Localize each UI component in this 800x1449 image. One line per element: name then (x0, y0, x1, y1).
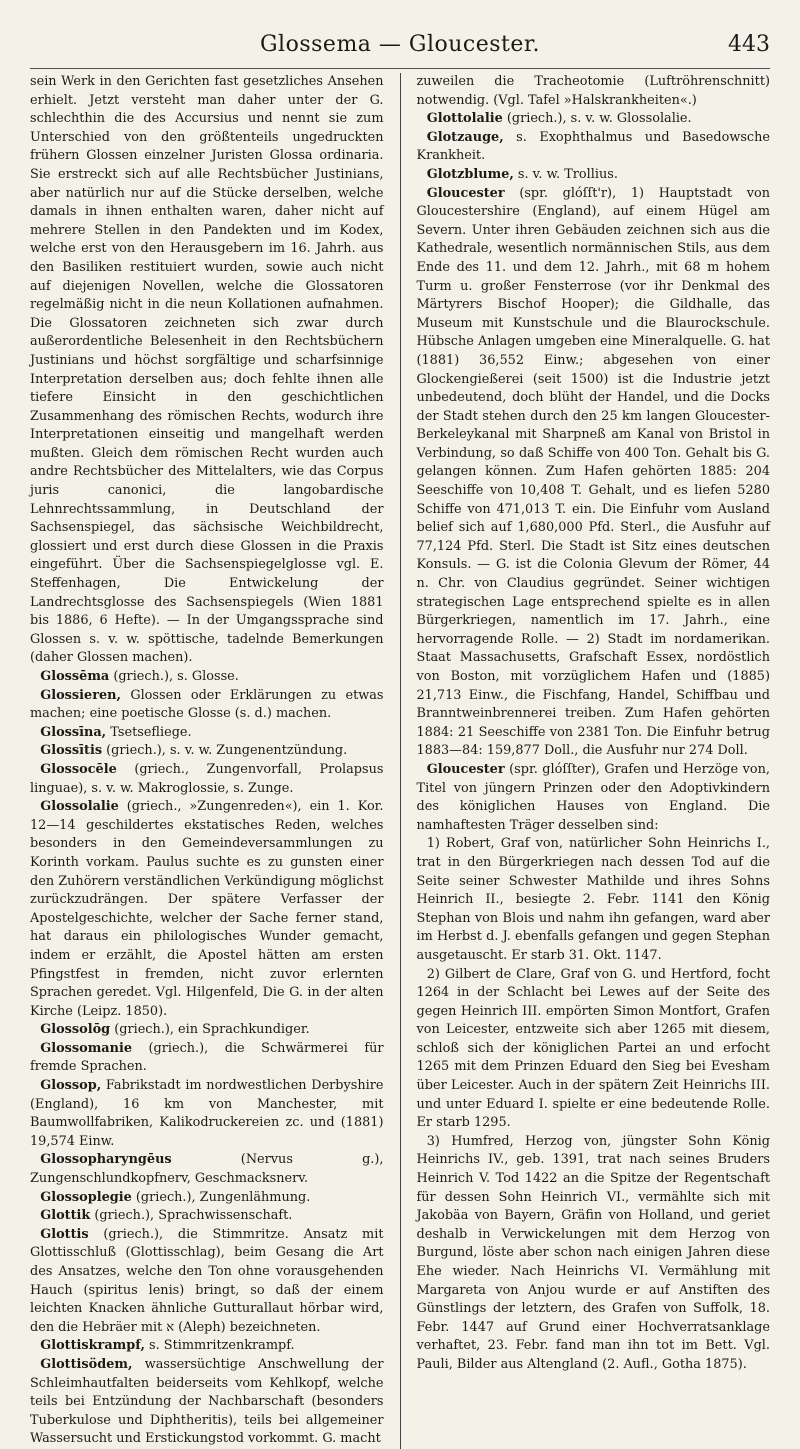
entry-text: (spr. glóſſt'r), 1) Hauptstadt von Gloucestershire (England), auf einem Hügel am Severn. Unter ihren Gebäuden zeichnen sich aus die Kathedrale, wesentlich normännischen Stils, aus dem Ende des 11. und dem 12. Jahrh., mit 68 m hohem Turm u. großer Fensterrose (vor ihr Denkmal des Märtyrers Bischof Hooper); die Gildhalle, das Museum mit Kunstschule und die Blaurockschule. Hübsche Anlagen umgeben eine Mineralquelle. G. hat (1881) 36,552 Einw.; abgesehen von einer Glockengießerei (seit 1500) ist die Industrie jetzt unbedeutend, doch blüht der Handel, und die Docks der Stadt stehen durch den 25 km langen Gloucester-Berkeleykanal mit Sharpneß am Kanal von Bristol in Verbindung, so daß Schiffe von 400 Ton. Gehalt bis G. gelangen können. Zum Hafen gehörten 1885: 204 Seeschiffe von 10,408 T. Gehalt, und es liefen 5280 Schiffe von 471,013 T. ein. Die Einfuhr vom Ausland belief sich auf 1,680,000 Pfd. Sterl., die Ausfuhr auf 77,124 Pfd. Sterl. Die Stadt ist Sitz eines deutschen Konsuls. — G. ist die Colonia Glevum der Römer, 44 n. Chr. von Claudius gegründet. Seiner wichtigen strategischen Lage entsprechend spielte es in allen Bürgerkriegen, namentlich im 17. Jahrh., eine hervorragende Rolle. — 2) Stadt im nordamerikan. Staat Massachusetts, Grafschaft Essex, nordöstlich von Boston, mit vorzüglichem Hafen und (1885) 21,713 Einw., die Fischfang, Handel, Schiffbau und Branntweinbrennerei treiben. Zum Hafen gehörten 1884: 21 Seeschiffe von 2381 Ton. Die Einfuhr betrug 1883—84: 159,877 Doll., die Ausfuhr nur 274 Doll. (416, 185, 770, 759)
entry-text: (griech., Zungenvorfall, Prolapsus linguae), s. v. w. Makroglossie, s. Zunge. (30, 761, 384, 796)
page-number: 443 (728, 32, 770, 57)
entry-text: (griech.), die Schwärmerei für fremde Sprachen. (30, 1040, 384, 1075)
dictionary-entry (30, 724, 384, 743)
entry-headword: Glossop, (40, 1078, 102, 1094)
entry-text: s. Stimmritzenkrampf. (144, 1338, 295, 1354)
entry-headword: Glossolalie (40, 799, 119, 815)
entry-text: 2) Gilbert de Clare, Graf von G. und Hertford, focht 1264 in der Schlacht bei Lewes auf der Seite des gegen Heinrich III. empörten Simon Montfort, Grafen von Leicester, entzweite sich aber 1265 mit diesem, schloß sich der königlichen Partei an und erfocht 1265 mit dem Prinzen Eduard den Sieg bei Evesham über Leicester. Auch in der spätern Zeit Heinrichs III. und unter Eduard I. spielte er eine bedeutende Rolle. Er starb 1295. (416, 966, 770, 1131)
dictionary-entry (417, 1133, 771, 1375)
dictionary-entry (30, 1207, 384, 1226)
entry-headword: Glottik (40, 1208, 91, 1224)
dictionary-entry (30, 1040, 384, 1077)
dictionary-entry (417, 166, 771, 185)
entry-text: (griech.), s. v. w. Glossolalie. (502, 111, 692, 127)
dictionary-entry (30, 1337, 384, 1356)
entry-headword: Glossopharyngēus (40, 1152, 172, 1168)
entry-text: (griech.), Sprachwissenschaft. (90, 1208, 293, 1224)
dictionary-entry (30, 687, 384, 724)
entry-headword: Glottolalie (426, 111, 503, 127)
dictionary-entry (30, 761, 384, 798)
dictionary-entry (30, 1189, 384, 1208)
entry-headword: Glossītis (40, 743, 103, 759)
entry-headword: Glossoplegie (40, 1189, 132, 1205)
right-column (417, 73, 771, 1449)
entry-headword: Glossomanie (40, 1040, 133, 1056)
entry-headword: Gloucester (426, 761, 505, 777)
entry-text: 1) Robert, Graf von, natürlicher Sohn Heinrichs I., trat in den Bürgerkriegen nach dessen Tod auf die Seite seiner Schwester Mathilde und ihres Sohns Heinrich II., besiegte 2. Febr. 1141 den König Stephan von Blois und nahm ihn gefangen, ward aber im Herbst d. J. ebenfalls gefangen und gegen Stephan ausgetauscht. Er starb 31. Okt. 1147. (416, 836, 770, 963)
dictionary-entry (417, 73, 771, 110)
entry-text: s. Exophthalmus und Basedowsche Krankheit. (416, 129, 770, 164)
entry-headword: Glottiskrampf, (40, 1338, 145, 1354)
entry-text: (griech.), ein Sprachkundiger. (110, 1022, 310, 1038)
dictionary-entry (30, 1356, 384, 1449)
left-column (30, 73, 384, 1449)
entry-headword: Glossolōg (40, 1022, 111, 1038)
dictionary-entry (417, 966, 771, 1133)
dictionary-entry (417, 835, 771, 965)
entry-text: 3) Humfred, Herzog von, jüngster Sohn König Heinrichs IV., geb. 1391, trat nach seines Bruders Heinrich V. Tod 1422 an die Spitze der Regentschaft für dessen Sohn Heinrich VI., vermählte sich mit Jakobäa von Bayern, Gräfin von Holland, und geriet deshalb in Verwickelungen mit dem Herzog von Burgund, löste aber schon nach einigen Jahren diese Ehe wieder. Nach Heinrichs VI. Vermählung mit Margareta von Anjou wurde er auf Anstiften des Günstlings der letztern, des Grafen von Suffolk, 18. Febr. 1447 auf Grund einer Hochverratsanklage verhaftet, 23. Febr. fand man ihn tot im Bett. Vgl. Pauli, Bilder aus Altengland (2. Aufl., Gotha 1875). (416, 1133, 770, 1372)
entry-headword: Gloucester (426, 185, 505, 201)
entry-text: s. v. w. Trollius. (513, 166, 618, 182)
entry-headword: Glossieren, (40, 687, 121, 703)
dictionary-entry (30, 798, 384, 1021)
dictionary-entry (30, 1077, 384, 1151)
dictionary-entry (30, 668, 384, 687)
entry-headword: Glotzauge, (426, 129, 504, 145)
entry-text: (griech.), Zungenlähmung. (131, 1189, 311, 1205)
entry-text: (Nervus g.), Zungenschlundkopfnerv, Geschmacksnerv. (30, 1152, 384, 1187)
running-title: Glossema — Gloucester. (259, 32, 541, 57)
entry-headword: Glossīna, (40, 724, 107, 740)
entry-text: zuweilen die Tracheotomie (Luftröhrenschnitt) notwendig. (Vgl. Tafel »Halskrankheiten«.) (416, 74, 770, 108)
entry-text: (griech.), s. v. w. Zungenentzündung. (102, 743, 348, 759)
dictionary-entry (417, 761, 771, 835)
dictionary-entry (417, 185, 771, 761)
page-header (30, 28, 770, 69)
entry-text: (spr. glóſſter), Grafen und Herzöge von, Titel von jüngern Prinzen oder den Adoptivkindern des königlichen Hauses von England. Die namhaftesten Träger desselben sind: (416, 761, 770, 833)
entry-text: wassersüchtige Anschwellung der Schleimhautfalten beiderseits vom Kehlkopf, welche teils bei Entzündung der Nachbarschaft (besonders Tuberkulose und Diphtheritis), teils bei allgemeiner Wassersucht und Erstickungstod vorkommt. G. macht (30, 1356, 384, 1447)
entry-text: Fabrikstadt im nordwestlichen Derbyshire (England), 16 km von Manchester, mit Baumwollfabriken, Kalikodruckereien zc. und (1881) 19,574 Einw. (30, 1078, 384, 1149)
column-divider (400, 73, 401, 1449)
entry-text: (griech., »Zungenreden«), ein 1. Kor. 12—14 geschildertes ekstatisches Reden, welches besonders in den Gemeindeversammlungen zu Korinth vorkam. Paulus suchte es zu gunsten einer den Zuhörern verständlichen Verkündigung möglichst zurückzudrängen. Der spätere Verfasser der Apostelgeschichte, welcher der Sache ferner stand, hat daraus ein philologisches Wunder gemacht, indem er erzählt, die Apostel hätten am ersten Pfingstfest in fremden, nicht zuvor erlernten Sprachen geredet. Vgl. Hilgenfeld, Die G. in der alten Kirche (Leipz. 1850). (30, 799, 384, 1019)
entry-text: sein Werk in den Gerichten fast gesetzliches Ansehen erhielt. Jetzt versteht man daher unter der G. schlechthin die des Accursius und nennt sie zum Unterschied von den größtenteils ungedruckten frühern Glossen einzelner Juristen Glossa ordinaria. Sie erstreckt sich auf alle Rechtsbücher Justinians, aber natürlich nur auf die Stücke derselben, welche damals in ihnen enthalten waren, daher nicht auf mehrere Stellen in den Pandekten und im Kodex, welche erst von den Herausgebern im 16. Jahrh. aus den Basiliken restituiert wurden, sowie auch nicht auf diejenigen Novellen, welche die Glossatoren regelmäßig nicht in die neun Kollationen aufnahmen. Die Glossatoren zeichneten sich zwar durch außerordentliche Belesenheit in den Rechtsbüchern Justinians und höchst sorgfältige und scharfsinnige Interpretation derselben aus; doch fehlte ihnen alle tiefere Einsicht in den geschichtlichen Zusammenhang des römischen Rechts, wodurch ihre Interpretationen einseitig und mangelhaft werden mußten. Gleich dem römischen Recht wurden auch andre Rechtsbücher des Mittelalters, wie das Corpus juris canonici, die langobardische Lehnrechtssammlung, in Deutschland der Sachsenspiegel, das sächsische Weichbildrecht, glossiert und erst durch diese Glossen in die Praxis eingeführt. Über die Sachsenspiegelglosse vgl. E. Steffenhagen, Die Entwickelung der Landrechtsglosse des Sachsenspiegels (Wien 1881 bis 1886, 6 Hefte). — In der Umgangssprache sind Glossen s. v. w. spöttische, tadelnde Bemerkungen (daher Glossen machen). (30, 74, 384, 666)
dictionary-entry (417, 129, 771, 166)
entry-text: (griech.), die Stimmritze. Ansatz mit Glottisschluß (Glottisschlag), beim Gesang die Art des Ansatzes, welche den Ton ohne vorausgehenden Hauch (spiritus lenis) bringt, so daß der einem leichten Knacken ähnliche Gutturallaut hörbar wird, den die Hebräer mit א (Aleph) bezeichneten. (30, 1226, 384, 1335)
entry-headword: Glossēma (40, 669, 110, 684)
dictionary-entry (417, 110, 771, 129)
entry-headword: Glottis (40, 1226, 89, 1242)
dictionary-entry (30, 1226, 384, 1338)
dictionary-entry (30, 1151, 384, 1188)
text-columns (30, 69, 770, 1449)
entry-text: (griech.), s. Glosse. (109, 669, 239, 684)
entry-headword: Glossocēle (40, 761, 117, 777)
entry-headword: Glottisödem, (40, 1356, 133, 1372)
dictionary-entry (30, 742, 384, 761)
dictionary-entry (30, 73, 384, 668)
entry-text: Tsetsefliege. (106, 724, 192, 740)
entry-headword: Glotzblume, (426, 166, 514, 182)
dictionary-entry (30, 1021, 384, 1040)
entry-text: Glossen oder Erklärungen zu etwas machen; eine poetische Glosse (s. d.) machen. (30, 687, 384, 722)
